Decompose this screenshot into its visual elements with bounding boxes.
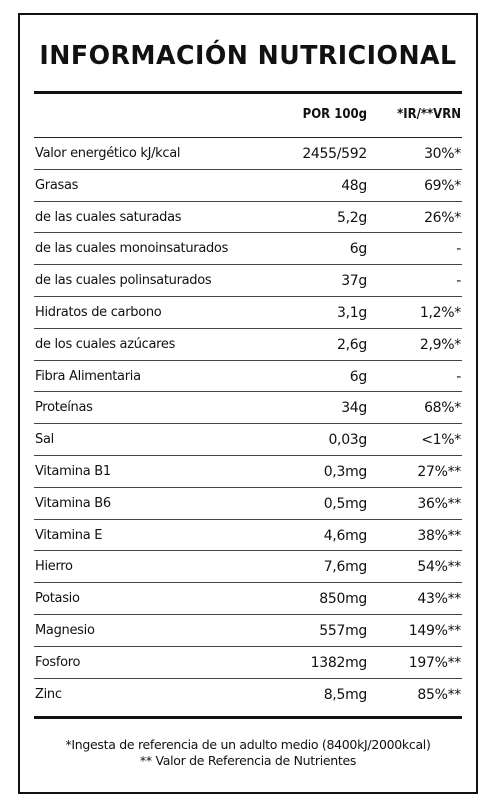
table-row — [34, 361, 462, 393]
nutrient-table — [34, 138, 462, 709]
nutrient-name: Grasas — [35, 177, 79, 193]
nutrient-per-100g: 37g — [341, 273, 367, 290]
nutrient-per-100g: 557mg — [319, 622, 367, 639]
nutrient-per-100g: 2,6g — [337, 336, 367, 353]
table-row — [34, 202, 462, 234]
bottom-divider — [34, 716, 462, 719]
nutrient-ir-vrn: 43%** — [417, 591, 461, 608]
nutrient-ir-vrn: 2,9%* — [419, 336, 461, 353]
nutrient-name: Vitamina B1 — [35, 463, 111, 479]
table-row — [34, 297, 462, 329]
nutrient-name: Hidratos de carbono — [35, 304, 162, 320]
nutrient-name: de los cuales azúcares — [35, 336, 176, 352]
table-row — [34, 456, 462, 488]
nutrient-per-100g: 34g — [341, 400, 367, 417]
top-divider — [34, 91, 462, 94]
footnotes — [20, 737, 476, 769]
table-row — [34, 647, 462, 679]
nutrient-per-100g: 5,2g — [337, 209, 367, 226]
header-ir-vrn: *IR/**VRN — [397, 107, 461, 122]
table-row — [34, 265, 462, 297]
nutrient-name: Fibra Alimentaria — [35, 368, 141, 384]
nutrient-per-100g: 6g — [349, 241, 367, 258]
table-row — [34, 679, 462, 710]
nutrient-ir-vrn: 26%* — [424, 209, 461, 226]
nutrient-per-100g: 0,03g — [328, 432, 367, 449]
nutrient-name: Proteínas — [35, 400, 93, 416]
table-row — [34, 424, 462, 456]
nutrient-per-100g: 0,5mg — [323, 495, 367, 512]
nutrient-per-100g: 3,1g — [337, 304, 367, 321]
table-row — [34, 170, 462, 202]
nutrient-per-100g: 0,3mg — [323, 463, 367, 480]
nutrient-name: Zinc — [35, 686, 62, 702]
nutrient-name: de las cuales saturadas — [35, 209, 182, 225]
nutrient-ir-vrn: 27%** — [417, 463, 461, 480]
nutrient-ir-vrn: 149%** — [408, 622, 461, 639]
nutrient-per-100g: 4,6mg — [323, 527, 367, 544]
table-row — [34, 520, 462, 552]
nutrition-facts-panel — [18, 13, 478, 794]
nutrient-per-100g: 7,6mg — [323, 559, 367, 576]
nutrient-name: Vitamina B6 — [35, 495, 111, 511]
nutrient-per-100g: 8,5mg — [323, 686, 367, 703]
table-row — [34, 583, 462, 615]
nutrient-ir-vrn: 30%* — [424, 146, 461, 162]
table-row — [34, 392, 462, 424]
table-row — [34, 488, 462, 520]
nutrient-per-100g: 850mg — [319, 591, 367, 608]
nutrient-name: Sal — [35, 432, 54, 448]
nutrient-ir-vrn: - — [456, 368, 461, 385]
nutrient-name: de las cuales monoinsaturados — [35, 241, 229, 257]
table-row — [34, 615, 462, 647]
nutrient-ir-vrn: 1,2%* — [419, 304, 461, 321]
header-per-100g: POR 100g — [302, 107, 367, 122]
table-row — [34, 233, 462, 265]
nutrient-ir-vrn: 197%** — [408, 654, 461, 671]
nutrient-name: de las cuales polinsaturados — [35, 273, 212, 289]
nutrient-ir-vrn: 36%** — [417, 495, 461, 512]
footnote-ir: *Ingesta de referencia de un adulto medio (8400kJ/2000kcal) — [65, 737, 431, 752]
table-row — [34, 329, 462, 361]
nutrient-name: Vitamina E — [35, 527, 103, 543]
nutrient-per-100g: 6g — [349, 368, 367, 385]
nutrient-ir-vrn: 68%* — [424, 400, 461, 417]
table-header — [34, 95, 462, 138]
nutrient-ir-vrn: - — [456, 273, 461, 290]
table-row — [34, 138, 462, 170]
nutrient-ir-vrn: 69%* — [424, 177, 461, 194]
nutrient-per-100g: 1382mg — [310, 654, 367, 671]
table-row — [34, 551, 462, 583]
nutrient-name: Valor energético kJ/kcal — [35, 146, 181, 161]
nutrient-name: Potasio — [35, 591, 80, 607]
nutrient-ir-vrn: - — [456, 241, 461, 258]
nutrient-ir-vrn: 85%** — [417, 686, 461, 703]
nutrient-ir-vrn: 38%** — [417, 527, 461, 544]
nutrient-ir-vrn: 54%** — [417, 559, 461, 576]
nutrient-name: Fosforo — [35, 654, 81, 670]
nutrient-per-100g: 2455/592 — [302, 146, 367, 162]
footnote-vrn: ** Valor de Referencia de Nutrientes — [139, 753, 357, 768]
panel-title: INFORMACIÓN NUTRICIONAL — [39, 41, 457, 71]
nutrient-name: Magnesio — [35, 622, 95, 638]
nutrient-name: Hierro — [35, 559, 73, 575]
nutrient-per-100g: 48g — [341, 177, 367, 194]
nutrient-ir-vrn: <1%* — [421, 432, 461, 449]
